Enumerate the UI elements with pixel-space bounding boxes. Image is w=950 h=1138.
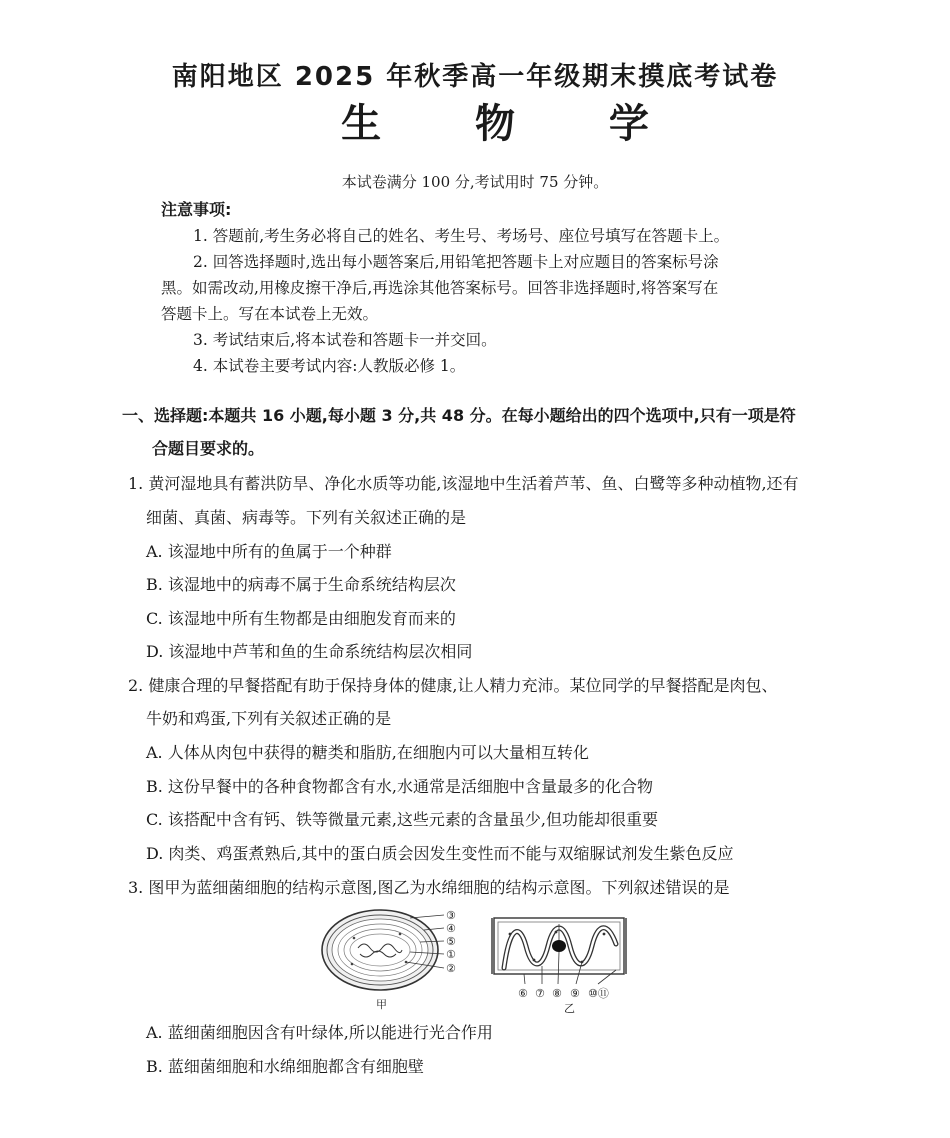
- section-heading: 一、选择题:本题共 16 小题,每小题 3 分,共 48 分。在每小题给出的四个选项中,只有一项是符: [122, 406, 796, 425]
- section-heading-cont: 合题目要求的。: [152, 439, 265, 458]
- option-b: B. 该湿地中的病毒不属于生命系统结构层次: [146, 575, 456, 594]
- notice-line: 3. 考试结束后,将本试卷和答题卡一并交回。: [193, 331, 497, 349]
- spirogyra-diagram: [492, 918, 626, 1015]
- figure-label-yi: 乙: [564, 1002, 575, 1015]
- marker-3: ③: [446, 909, 456, 922]
- option-c: C. 该湿地中所有生物都是由细胞发育而来的: [146, 609, 456, 628]
- cell-structure-figure: [320, 904, 632, 1016]
- subject-title: 生 物 学: [341, 101, 689, 147]
- question-stem: 2. 健康合理的早餐搭配有助于保持身体的健康,让人精力充沛。某位同学的早餐搭配是肉包、: [128, 676, 778, 695]
- option-a: A. 蓝细菌细胞因含有叶绿体,所以能进行光合作用: [146, 1023, 493, 1042]
- marker-5: ⑤: [446, 935, 456, 948]
- cyanobacterium-diagram: [322, 909, 456, 1011]
- marker-2: ②: [446, 962, 456, 975]
- option-a: A. 人体从肉包中获得的糖类和脂肪,在细胞内可以大量相互转化: [146, 743, 589, 762]
- exam-info: 本试卷满分 100 分,考试用时 75 分钟。: [341, 173, 609, 191]
- option-a: A. 该湿地中所有的鱼属于一个种群: [146, 542, 392, 561]
- notice-line: 1. 答题前,考生务必将自己的姓名、考生号、考场号、座位号填写在答题卡上。: [193, 227, 730, 245]
- notice-line: 答题卡上。写在本试卷上无效。: [161, 305, 379, 323]
- marker-7: ⑦: [535, 987, 545, 1000]
- notice-line: 4. 本试卷主要考试内容:人教版必修 1。: [193, 357, 466, 375]
- question-stem: 1. 黄河湿地具有蓄洪防旱、净化水质等功能,该湿地中生活着芦苇、鱼、白鹭等多种动植物,还有: [128, 474, 799, 493]
- marker-6: ⑥: [518, 987, 528, 1000]
- marker-4: ④: [446, 922, 456, 935]
- question-stem-cont: 细菌、真菌、病毒等。下列有关叙述正确的是: [146, 508, 467, 527]
- marker-9: ⑨: [570, 987, 580, 1000]
- question-stem-cont: 牛奶和鸡蛋,下列有关叙述正确的是: [146, 709, 392, 728]
- notice-line: 2. 回答选择题时,选出每小题答案后,用铅笔把答题卡上对应题目的答案标号涂: [193, 253, 719, 271]
- option-c: C. 该搭配中含有钙、铁等微量元素,这些元素的含量虽少,但功能却很重要: [146, 810, 659, 829]
- marker-10-11: ⑩⑪: [588, 987, 609, 1000]
- option-d: D. 该湿地中芦苇和鱼的生命系统结构层次相同: [146, 642, 473, 661]
- marker-8: ⑧: [552, 987, 562, 1000]
- option-b: B. 蓝细菌细胞和水绵细胞都含有细胞壁: [146, 1057, 424, 1076]
- figure-label-jia: 甲: [376, 998, 387, 1011]
- notice-line: 黑。如需改动,用橡皮擦干净后,再选涂其他答案标号。回答非选择题时,将答案写在: [161, 279, 719, 297]
- option-d: D. 肉类、鸡蛋煮熟后,其中的蛋白质会因发生变性而不能与双缩脲试剂发生紫色反应: [146, 844, 734, 863]
- marker-1: ①: [446, 948, 456, 961]
- option-b: B. 这份早餐中的各种食物都含有水,水通常是活细胞中含量最多的化合物: [146, 777, 654, 796]
- question-stem: 3. 图甲为蓝细菌细胞的结构示意图,图乙为水绵细胞的结构示意图。下列叙述错误的是: [128, 878, 730, 897]
- exam-title: 南阳地区 2025 年秋季高一年级期末摸底考试卷: [171, 62, 779, 92]
- figure-svg: [320, 904, 632, 1016]
- notice-heading: 注意事项:: [161, 200, 232, 219]
